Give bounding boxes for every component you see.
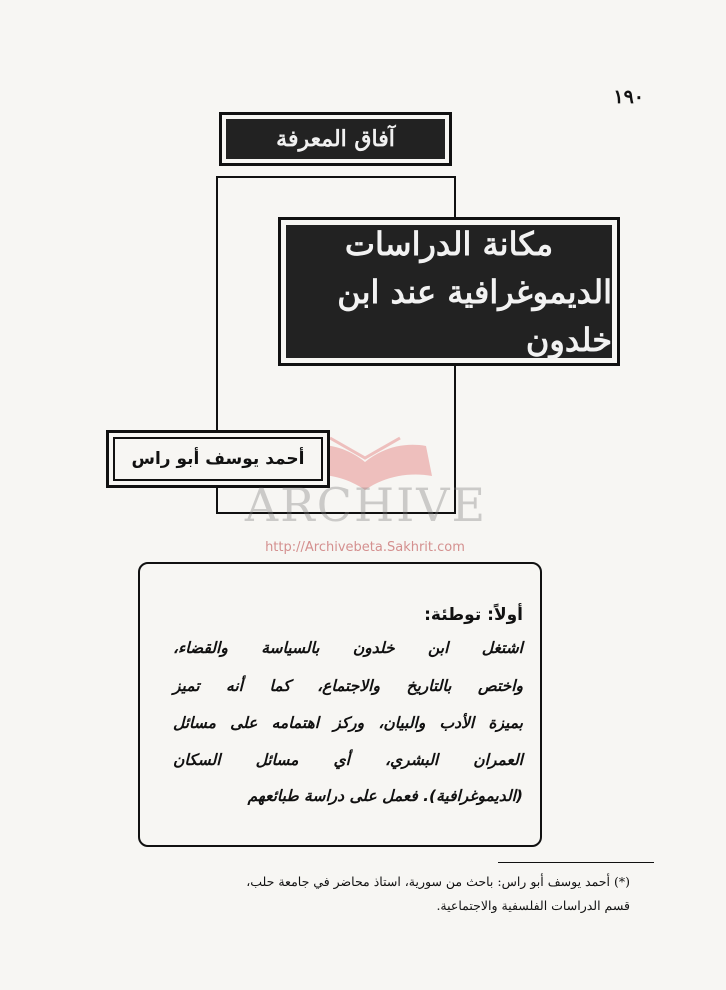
section-heading: أولاً: توطئة: — [424, 605, 523, 625]
author-name: أحمد يوسف أبو راس — [113, 437, 323, 481]
body-line-1: اشتغل ابن خلدون بالسياسة والقضاء، — [173, 639, 523, 657]
series-title-box — [219, 112, 452, 166]
body-line-3: بميزة الأدب والبيان، وركز اهتمامه على مسائل — [173, 714, 523, 732]
article-title-line-1: مكانة الدراسات — [344, 224, 554, 263]
page-number: ١٩٠ — [613, 86, 644, 108]
body-line-4: العمران البشري، أي مسائل السكان — [173, 751, 523, 769]
footnote-line-1: (*) أحمد يوسف أبو راس: باحث من سورية، استاذ محاضر في جامعة حلب، — [246, 874, 630, 889]
watermark-text: ARCHIVE — [244, 478, 488, 532]
watermark-url[interactable]: http://Archivebeta.Sakhrit.com — [265, 540, 465, 555]
article-title — [286, 225, 612, 358]
article-title-box — [278, 217, 620, 366]
footnote-line-2: قسم الدراسات الفلسفية والاجتماعية. — [436, 898, 630, 913]
body-line-5: (الديموغرافية). فعمل على دراسة طبائعهم — [247, 787, 523, 805]
article-title-line-2: الديموغرافية عند ابن خلدون — [337, 272, 612, 359]
body-line-2: واختص بالتاريخ والاجتماع، كما أنه تميز — [173, 677, 523, 695]
footnote-rule — [498, 862, 654, 863]
series-title: آفاق المعرفة — [226, 119, 445, 159]
